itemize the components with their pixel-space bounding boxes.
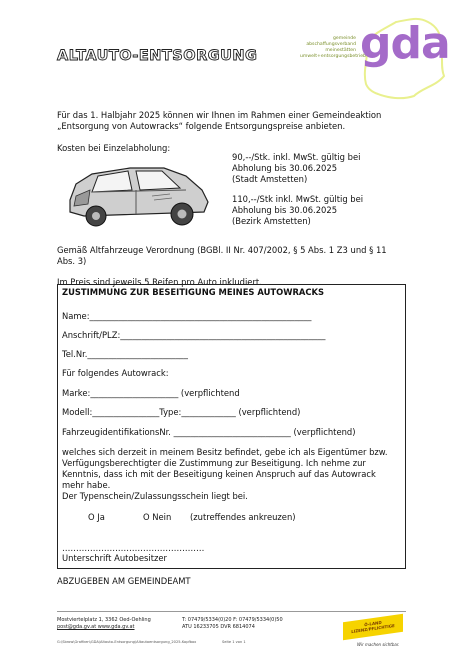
- wreck-label: Für folgendes Autowrack:: [62, 368, 169, 378]
- price-line: 90,--/Stk. inkl. MwSt. gültig bei: [232, 152, 361, 162]
- tyres-note: Im Preis sind jeweils 5 Reifen pro Auto inkludiert.: [57, 277, 262, 287]
- model-type-field[interactable]: Modell:________________Type:_____________ (verpflichtend): [62, 407, 301, 417]
- footer-line: T: 07479/5334(0)20 F: 07479/5334(0)50: [182, 617, 283, 623]
- price-line: (Stadt Amstetten): [232, 174, 308, 184]
- logo-tagline-line: umwelt+entsorgungsbetrieb: [300, 54, 366, 59]
- address-field[interactable]: Anschrift/PLZ:_________________________________________________: [62, 330, 326, 340]
- intro-paragraph: [57, 110, 417, 132]
- phone-field[interactable]: Tel.Nr.________________________: [62, 349, 188, 359]
- regulation-line: Abs. 3): [57, 256, 87, 266]
- consent-line: Verfügungsberechtigter die Zustimmung zur Beseitigung. Ich nehme zur: [62, 458, 366, 468]
- footer-address: [57, 617, 151, 631]
- footer-line: Mostviertelplatz 1, 3362 Oed-Oehling: [57, 617, 151, 623]
- make-field[interactable]: Marke:_____________________ (verpflichtend: [62, 388, 240, 398]
- option-no-checkbox[interactable]: O Nein: [143, 512, 172, 522]
- logo-tagline-line: abschaffungsverband: [306, 42, 356, 47]
- submit-note: ABZUGEBEN AM GEMEINDEAMT: [57, 576, 191, 586]
- footer-divider: [57, 611, 406, 612]
- consent-line: Kenntnis, dass ich mit der Beseitigung keinen Anspruch auf das Autowrack: [62, 469, 376, 479]
- price-line: Abholung bis 30.06.2025: [232, 205, 338, 215]
- intro-line: Für das 1. Halbjahr 2025 können wir Ihnen im Rahmen einer Gemeindeaktion: [57, 110, 382, 120]
- logo-tagline: [300, 36, 366, 60]
- footer-file-path: G:\Sbrow\Grafiken\GDA\Altauto-Entsorgung\Altautoentsorgung_2025-Kopfbox: [57, 640, 197, 644]
- consent-text: [62, 447, 402, 502]
- price-city: [232, 152, 360, 185]
- page-title: ALTAUTO-ENTSORGUNG: [57, 48, 258, 64]
- logo-tagline-line: gemeinde: [333, 36, 356, 41]
- footer-line: ATU 16233705 DVR 6814074: [182, 624, 255, 630]
- form-heading: ZUSTIMMUNG ZUR BESEITIGUNG MEINES AUTOWRACKS: [62, 287, 325, 297]
- name-field[interactable]: Name:_____________________________________________________: [62, 311, 312, 321]
- option-note: (zutreffendes ankreuzen): [190, 512, 296, 522]
- footer-page-number: Seite 1 von 1: [222, 640, 246, 644]
- regulation-line: Gemäß Altfahrzeuge Verordnung (BGBl. II Nr. 407/2002, § 5 Abs. 1 Z3 und § 11: [57, 245, 387, 255]
- consent-line: welches sich derzeit in meinem Besitz befindet, gebe ich als Eigentümer bzw.: [62, 447, 388, 457]
- logo-tagline-line: meinestätten: [325, 48, 356, 53]
- costs-label: Kosten bei Einzelabholung:: [57, 143, 171, 153]
- price-district: [232, 194, 363, 227]
- option-yes-checkbox[interactable]: O Ja: [88, 512, 105, 522]
- regulation-text: [57, 245, 417, 267]
- license-badge: Ö-LAND LIZENZ/PFLICHTIGE: [343, 614, 403, 640]
- footer-web-link[interactable]: post@gda.gv.at www.gda.gv.at: [57, 624, 135, 630]
- vin-field[interactable]: FahrzeugidentifikationsNr. ____________________________ (verpflichtend): [62, 427, 356, 437]
- badge-slogan: Wir machen sichtbar.: [357, 642, 400, 647]
- price-line: 110,--/Stk inkl. MwSt. gültig bei: [232, 194, 364, 204]
- footer-contact: [182, 617, 283, 631]
- signature-label: Unterschrift Autobesitzer: [62, 553, 167, 563]
- intro-line: „Entsorgung von Autowracks“ folgende Entsorgungspreise anbieten.: [57, 121, 346, 131]
- logo-mark: gda: [360, 18, 450, 69]
- consent-line: mehr habe.: [62, 480, 111, 490]
- gda-logo: [300, 14, 450, 106]
- price-line: Abholung bis 30.06.2025: [232, 163, 338, 173]
- price-line: (Bezirk Amstetten): [232, 216, 311, 226]
- car-wreck-image: [62, 160, 216, 230]
- consent-form: [57, 284, 406, 569]
- signature-field[interactable]: ……………………………………………: [62, 543, 205, 553]
- consent-line: Der Typenschein/Zulassungsschein liegt bei.: [62, 491, 248, 501]
